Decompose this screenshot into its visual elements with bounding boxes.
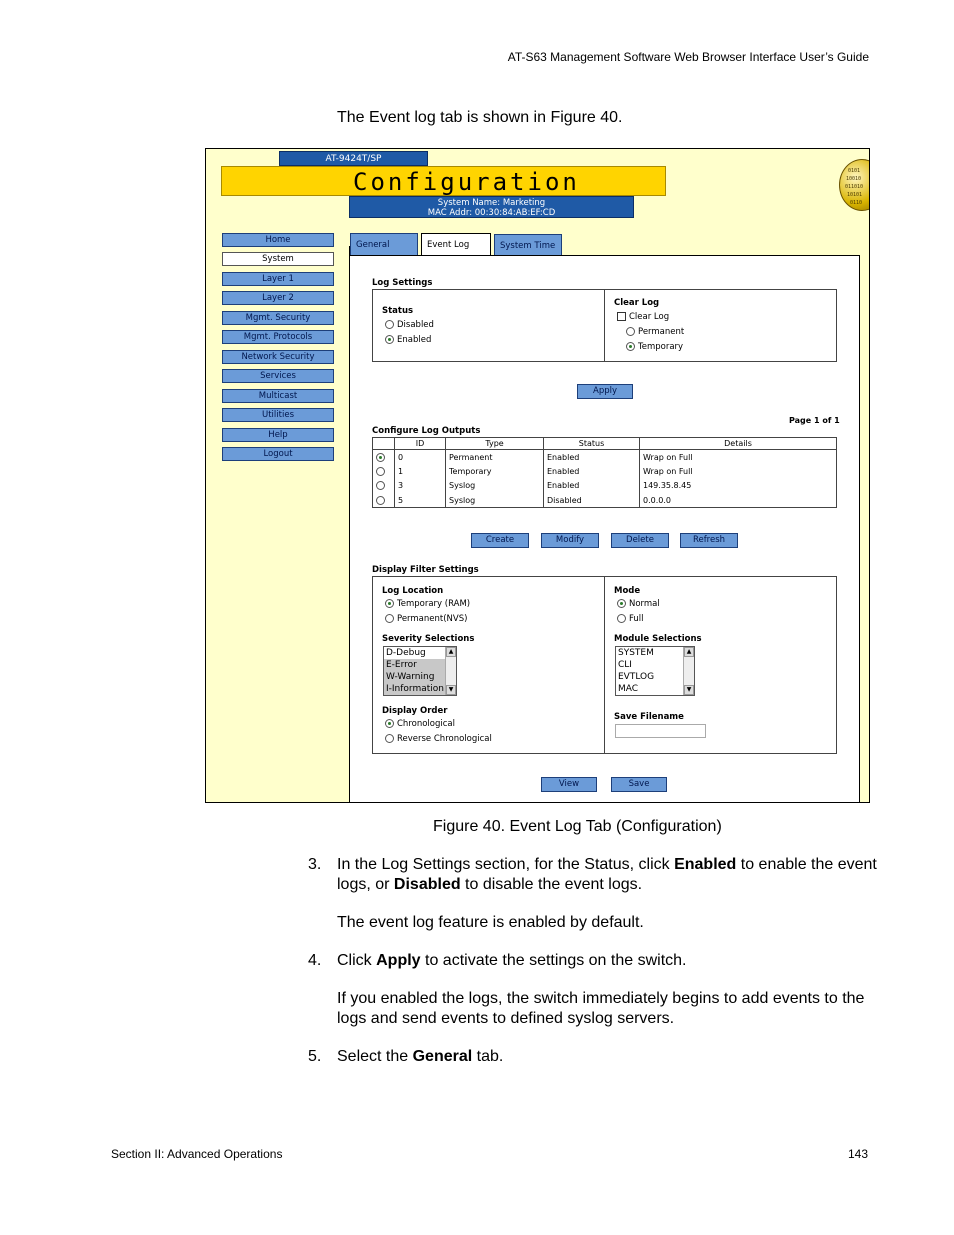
col-id: ID <box>395 438 446 450</box>
col-status: Status <box>544 438 640 450</box>
nav-system[interactable]: System <box>222 252 334 266</box>
scrollbar[interactable] <box>445 647 456 695</box>
page-number: 143 <box>847 1147 868 1161</box>
checkbox-icon[interactable] <box>617 312 626 321</box>
step-5 <box>308 1047 878 1067</box>
table-row[interactable] <box>373 450 837 465</box>
cell-details: Wrap on Full <box>640 464 837 479</box>
clear-permanent-option[interactable]: Permanent <box>626 327 684 337</box>
status-disabled-option[interactable]: Disabled <box>385 320 434 330</box>
display-order-label: Display Order <box>382 706 448 716</box>
cell-type: Syslog <box>446 479 544 494</box>
row-radio-icon[interactable] <box>376 481 385 490</box>
severity-label: Severity Selections <box>382 634 475 644</box>
save-button[interactable]: Save <box>611 777 667 792</box>
table-row[interactable] <box>373 493 837 508</box>
row-radio-icon[interactable] <box>376 467 385 476</box>
list-item[interactable]: EVTLOG <box>618 672 655 682</box>
delete-button[interactable]: Delete <box>611 533 669 548</box>
step-text: Select the General tab. <box>337 1048 504 1065</box>
cell-details: 0.0.0.0 <box>640 493 837 508</box>
save-filename-input[interactable] <box>615 724 706 738</box>
nav-multicast[interactable]: Multicast <box>222 389 334 403</box>
severity-listbox[interactable] <box>383 646 457 696</box>
location-temporary-option[interactable]: Temporary (RAM) <box>385 599 470 609</box>
cell-id: 5 <box>395 493 446 508</box>
nav-layer-2[interactable]: Layer 2 <box>222 291 334 305</box>
list-item[interactable]: E-Error <box>384 659 456 671</box>
banner <box>221 166 666 196</box>
cell-details: Wrap on Full <box>640 450 837 465</box>
cell-id: 0 <box>395 450 446 465</box>
tab-event-log[interactable]: Event Log <box>421 233 491 257</box>
col-details: Details <box>640 438 837 450</box>
save-filename-label: Save Filename <box>614 712 684 722</box>
step-3 <box>308 855 878 933</box>
radio-icon[interactable] <box>385 614 394 623</box>
row-radio-icon[interactable] <box>376 496 385 505</box>
step-number: 5. <box>308 1048 322 1065</box>
list-item[interactable]: W-Warning <box>384 671 456 683</box>
step-number: 4. <box>308 952 322 969</box>
radio-selected-icon[interactable] <box>385 599 394 608</box>
system-info <box>349 196 634 218</box>
mode-normal-option[interactable]: Normal <box>617 599 660 609</box>
running-header: AT-S63 Management Software Web Browser Interface User’s Guide <box>507 50 869 64</box>
tab-general[interactable]: General <box>350 233 418 255</box>
cell-status: Enabled <box>544 464 640 479</box>
cell-type: Permanent <box>446 450 544 465</box>
clear-log-label: Clear Log <box>614 298 660 308</box>
col-type: Type <box>446 438 544 450</box>
table-row[interactable] <box>373 464 837 479</box>
nav-utilities[interactable]: Utilities <box>222 408 334 422</box>
nav-help[interactable]: Help <box>222 428 334 442</box>
log-outputs-title: Configure Log Outputs <box>372 426 481 436</box>
figure-caption: Figure 40. Event Log Tab (Configuration) <box>433 818 722 835</box>
figure-event-log <box>205 148 870 803</box>
step-number: 3. <box>308 856 322 873</box>
list-item[interactable]: MAC <box>618 684 639 694</box>
nav-services[interactable]: Services <box>222 369 334 383</box>
log-settings-title: Log Settings <box>372 278 433 288</box>
radio-icon[interactable] <box>385 320 394 329</box>
clear-log-checkbox[interactable]: Clear Log <box>617 312 669 322</box>
nav-mgmt-security[interactable]: Mgmt. Security <box>222 311 334 325</box>
cell-status: Enabled <box>544 479 640 494</box>
list-item[interactable]: CLI <box>618 660 632 670</box>
nav-mgmt-protocols[interactable]: Mgmt. Protocols <box>222 330 334 344</box>
cell-status: Enabled <box>544 450 640 465</box>
radio-selected-icon[interactable] <box>385 335 394 344</box>
cell-type: Temporary <box>446 464 544 479</box>
step-4 <box>308 951 878 1029</box>
list-item[interactable]: SYSTEM <box>618 648 654 658</box>
instruction-steps <box>308 855 878 1085</box>
radio-icon[interactable] <box>385 734 394 743</box>
modify-button[interactable]: Modify <box>541 533 599 548</box>
cell-details: 149.35.8.45 <box>640 479 837 494</box>
status-label: Status <box>382 306 414 316</box>
location-permanent-option[interactable]: Permanent(NVS) <box>385 614 467 624</box>
select-column <box>373 438 395 450</box>
nav-layer-1[interactable]: Layer 1 <box>222 272 334 286</box>
step-note: The event log feature is enabled by default. <box>337 914 644 931</box>
log-outputs-table <box>372 437 837 508</box>
globe-logo-icon: 0101 10010 011010 10101 0110 <box>839 159 870 211</box>
order-reverse-option[interactable]: Reverse Chronological <box>385 734 492 744</box>
create-button[interactable]: Create <box>471 533 529 548</box>
radio-selected-icon[interactable] <box>385 719 394 728</box>
table-row[interactable] <box>373 479 837 494</box>
cell-type: Syslog <box>446 493 544 508</box>
mode-label: Mode <box>614 586 641 596</box>
scroll-down-icon[interactable]: ▼ <box>684 685 694 695</box>
apply-button[interactable]: Apply <box>577 384 633 399</box>
radio-selected-icon[interactable] <box>626 342 635 351</box>
nav-network-security[interactable]: Network Security <box>222 350 334 364</box>
mode-full-option[interactable]: Full <box>617 614 644 624</box>
scroll-down-icon[interactable]: ▼ <box>446 685 456 695</box>
module-listbox[interactable] <box>615 646 695 696</box>
step-text: Click Apply to activate the settings on the switch. <box>337 952 687 969</box>
radio-icon[interactable] <box>626 327 635 336</box>
tab-system-time[interactable]: System Time <box>494 234 562 255</box>
scrollbar[interactable] <box>683 647 694 695</box>
display-filter-title: Display Filter Settings <box>372 565 479 575</box>
cell-status: Disabled <box>544 493 640 508</box>
log-location-label: Log Location <box>382 586 444 596</box>
nav-logout[interactable]: Logout <box>222 447 334 461</box>
view-button[interactable]: View <box>541 777 597 792</box>
refresh-button[interactable]: Refresh <box>680 533 738 548</box>
radio-icon[interactable] <box>617 614 626 623</box>
order-chronological-option[interactable]: Chronological <box>385 719 455 729</box>
model-label: AT-9424T/SP <box>279 151 428 166</box>
step-text: In the Log Settings section, for the Status, click Enabled to enable the event logs, or Disabled to disable the event logs. <box>337 856 877 893</box>
intro-text: The Event log tab is shown in Figure 40. <box>337 109 623 126</box>
cell-id: 1 <box>395 464 446 479</box>
list-item[interactable]: D-Debug <box>386 648 426 658</box>
nav-home[interactable]: Home <box>222 233 334 247</box>
page-indicator: Page 1 of 1 <box>789 416 840 425</box>
radio-selected-icon[interactable] <box>617 599 626 608</box>
module-label: Module Selections <box>614 634 702 644</box>
scroll-up-icon[interactable]: ▲ <box>684 647 694 657</box>
row-radio-selected-icon[interactable] <box>376 453 385 462</box>
footer-section: Section II: Advanced Operations <box>111 1147 283 1161</box>
step-note: If you enabled the logs, the switch immediately begins to add events to the logs and send events to defined syslog servers. <box>337 990 865 1027</box>
system-name: System Name: Marketing <box>437 198 546 208</box>
list-item[interactable]: I-Information <box>384 683 456 695</box>
mac-address: MAC Addr: 00:30:84:AB:EF:CD <box>427 208 556 218</box>
status-enabled-option[interactable]: Enabled <box>385 335 431 345</box>
scroll-up-icon[interactable]: ▲ <box>446 647 456 657</box>
clear-temporary-option[interactable]: Temporary <box>626 342 683 352</box>
cell-id: 3 <box>395 479 446 494</box>
banner-title: Configuration <box>353 168 580 196</box>
